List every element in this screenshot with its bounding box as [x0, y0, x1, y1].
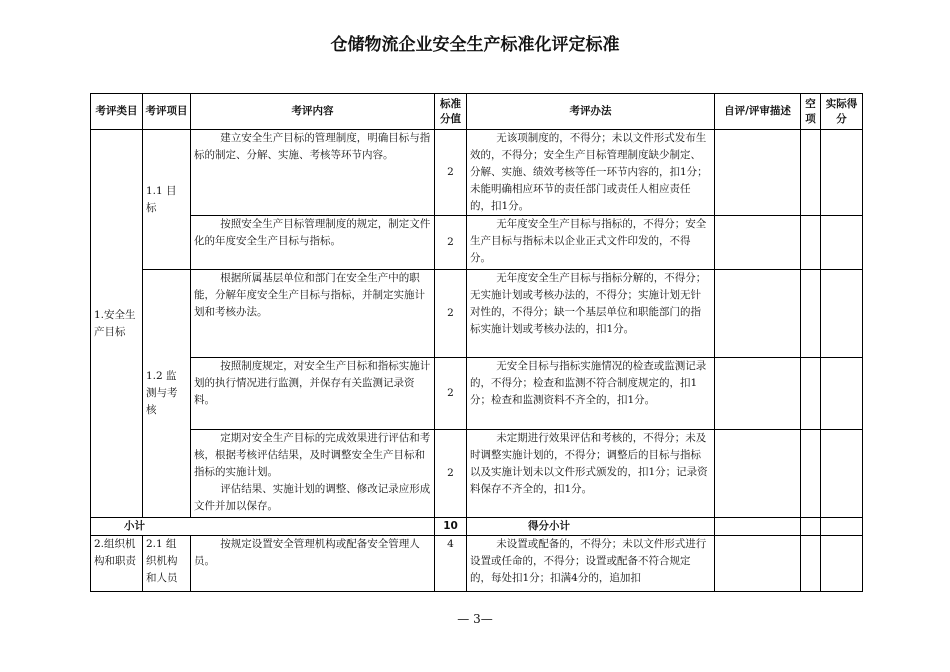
self-eval-cell[interactable] — [715, 358, 801, 430]
header-category: 考评类目 — [91, 94, 143, 130]
content-paragraph: 评估结果、实施计划的调整、修改记录应形成文件并加以保存。 — [194, 483, 431, 512]
header-self-eval: 自评/评审描述 — [715, 94, 801, 130]
self-eval-cell[interactable] — [715, 536, 801, 592]
method-cell: 无年度安全生产目标与指标分解的，不得分；无实施计划或考核办法的，不得分；实施计划无针对性的，不得分；缺一个基层单位和职能部门的指标实施计划或考核办法的，扣1分。 — [467, 270, 715, 358]
self-eval-cell[interactable] — [715, 216, 801, 270]
table-row — [91, 536, 863, 592]
empty-cell[interactable] — [801, 216, 821, 270]
actual-score-cell[interactable] — [821, 270, 863, 358]
empty-cell[interactable] — [801, 130, 821, 216]
subtotal-score: 10 — [435, 518, 467, 536]
empty-cell[interactable] — [801, 536, 821, 592]
item-cell: 1.2 监测与考核 — [143, 270, 191, 518]
actual-score-cell[interactable] — [821, 536, 863, 592]
subtotal-row — [91, 518, 863, 536]
actual-score-cell[interactable] — [821, 518, 863, 536]
self-eval-cell[interactable] — [715, 270, 801, 358]
subtotal-label-text: 小计 — [124, 520, 145, 532]
empty-cell[interactable] — [801, 358, 821, 430]
content-cell: 按照安全生产目标管理制度的规定，制定文件化的年度安全生产目标与指标。 — [191, 216, 435, 270]
content-cell: 按照制度规定，对安全生产目标和指标实施计划的执行情况进行监测，并保存有关监测记录资料。 — [191, 358, 435, 430]
category-cell: 2.组织机构和职责 — [91, 536, 143, 592]
header-item: 考评项目 — [143, 94, 191, 130]
content-cell: 按规定设置安全管理机构或配备安全管理人员。 — [191, 536, 435, 592]
standard-table — [90, 93, 863, 592]
score-cell: 2 — [435, 430, 467, 518]
actual-score-cell[interactable] — [821, 216, 863, 270]
empty-cell[interactable] — [801, 270, 821, 358]
header-empty: 空项 — [801, 94, 821, 130]
content-cell: 建立安全生产目标的管理制度，明确目标与指标的制定、分解、实施、考核等环节内容。 — [191, 130, 435, 216]
score-cell: 2 — [435, 130, 467, 216]
score-subtotal-text: 得分小计 — [528, 520, 570, 532]
header-actual: 实际得分 — [821, 94, 863, 130]
score-subtotal-label — [467, 518, 715, 536]
item-cell: 2.1 组织机构和人员 — [143, 536, 191, 592]
empty-cell[interactable] — [801, 430, 821, 518]
self-eval-cell[interactable] — [715, 518, 801, 536]
table-row — [91, 216, 863, 270]
empty-cell[interactable] — [801, 518, 821, 536]
actual-score-cell[interactable] — [821, 358, 863, 430]
item-cell: 1.1 目标 — [143, 130, 191, 270]
table-row — [91, 130, 863, 216]
document-title: 仓储物流企业安全生产标准化评定标准 — [330, 35, 620, 55]
self-eval-cell[interactable] — [715, 130, 801, 216]
subtotal-label — [91, 518, 435, 536]
self-eval-cell[interactable] — [715, 430, 801, 518]
header-row — [91, 94, 863, 130]
header-method: 考评办法 — [467, 94, 715, 130]
score-cell: 2 — [435, 358, 467, 430]
header-score: 标准分值 — [435, 94, 467, 130]
method-cell: 未定期进行效果评估和考核的，不得分；未及时调整实施计划的，不得分；调整后的目标与指标以及实施计划未以文件形式颁发的，扣1分；记录资料保存不齐全的，扣1分。 — [467, 430, 715, 518]
table-row — [91, 270, 863, 358]
content-paragraph: 定期对安全生产目标的完成效果进行评估和考核，根据考核评估结果，及时调整安全生产目标和指标的实施计划。 — [194, 432, 431, 478]
score-cell: 4 — [435, 536, 467, 592]
category-cell: 1.安全生产目标 — [91, 130, 143, 518]
page-number: — 3— — [457, 612, 493, 626]
table-row — [91, 430, 863, 518]
score-cell: 2 — [435, 270, 467, 358]
actual-score-cell[interactable] — [821, 130, 863, 216]
method-cell: 无该项制度的，不得分；未以文件形式发布生效的，不得分；安全生产目标管理制度缺少制定、分解、实施、绩效考核等任一环节内容的，扣1分；未能明确相应环节的责任部门或责任人相应责任的，扣1分。 — [467, 130, 715, 216]
method-cell: 无年度安全生产目标与指标的，不得分；安全生产目标与指标未以企业正式文件印发的，不得分。 — [467, 216, 715, 270]
table-row — [91, 358, 863, 430]
content-cell — [191, 430, 435, 518]
header-content: 考评内容 — [191, 94, 435, 130]
method-cell: 未设置或配备的，不得分；未以文件形式进行设置或任命的，不得分；设置或配备不符合规定的，每处扣1分；扣满4分的，追加扣 — [467, 536, 715, 592]
content-cell: 根据所属基层单位和部门在安全生产中的职能，分解年度安全生产目标与指标，并制定实施计划和考核办法。 — [191, 270, 435, 358]
method-cell: 无安全目标与指标实施情况的检查或监测记录的，不得分；检查和监测不符合制度规定的，扣1分；检查和监测资料不齐全的，扣1分。 — [467, 358, 715, 430]
score-cell: 2 — [435, 216, 467, 270]
actual-score-cell[interactable] — [821, 430, 863, 518]
